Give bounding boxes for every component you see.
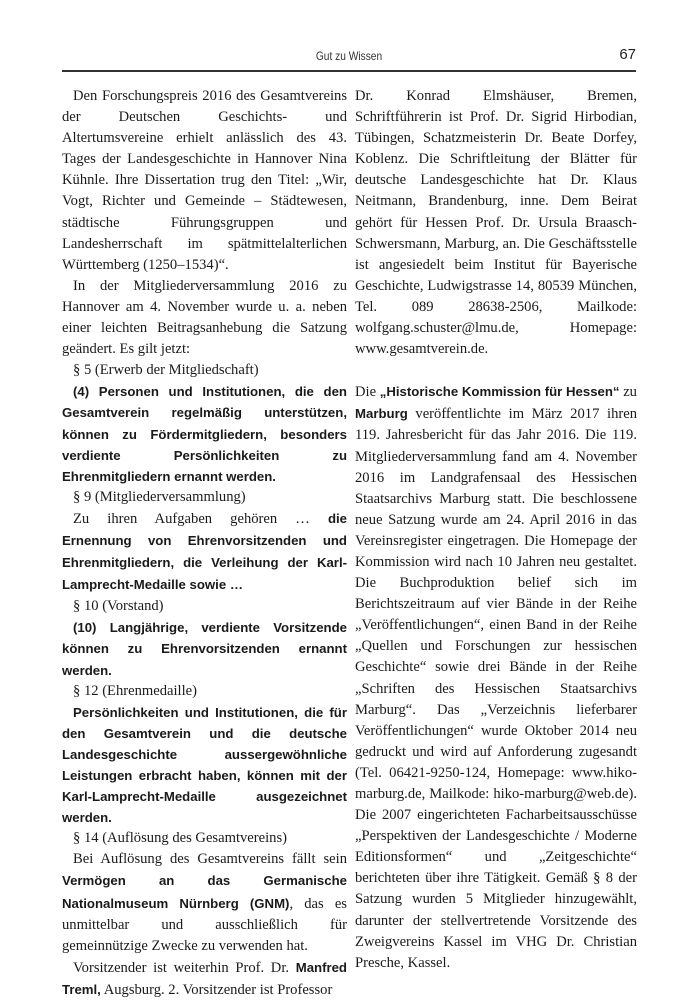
section-14-text-bold: Vermögen an das Germanische Nationalmuseum Nürnberg (GNM): [62, 873, 347, 911]
paragraph-mitgliederversammlung: In der Mitgliederversammlung 2016 zu Hannover am 4. November wurde u. a. neben einer leichten Beitragsanhebung die Satzung geändert. Es gilt jetzt:: [62, 277, 347, 358]
page-number: 67: [619, 46, 636, 63]
hk-name-bold: „Historische Kommission für Hessen“: [379, 384, 620, 400]
running-header: [62, 44, 636, 66]
hk-city-bold: Marburg: [355, 406, 408, 422]
section-9-text: [62, 508, 347, 596]
section-14-text-end: , das es unmittelbar und ausschließlich für gemeinnützige Zwecke zu verwenden hat.: [62, 895, 347, 954]
right-column: [355, 86, 637, 974]
vorsitzender-text-end: Augsburg. 2. Vorsitzender ist Professor: [100, 981, 333, 998]
section-10-heading: § 10 (Vorstand): [73, 598, 164, 615]
section-14-text: [62, 849, 347, 956]
section-9-text-bold: die Ernennung von Ehrenvorsitzenden und Ehrenmitgliedern, die Verleihung der Karl-Lamprecht-Medaille sowie …: [62, 510, 347, 593]
paragraph-forschungspreis: Den Forschungspreis 2016 des Gesamtvereins der Deutschen Geschichts- und Altertumsvereine erhielt anlässlich des 43. Tages der Landesgeschichte in Hannover Nina Kühnle. Ihre Dissertation trug den Titel: „Wir, Vogt, Richter und Gemeinde – Städtewesen, städtische Führungsgruppen und Landesherrschaft im spätmittelalterlichen Württemberg (1250–1534)“.: [62, 88, 347, 273]
header-rule: [62, 70, 636, 72]
section-12-heading: § 12 (Ehrenmedaille): [73, 682, 197, 699]
section-12-text: Persönlichkeiten und Institutionen, die für den Gesamtverein und die deutsche Landesgeschichte aussergewöhnliche Leistungen erbracht haben, können mit der Karl-Lamprecht-Medaille ausgezeichnet werden.: [62, 704, 347, 826]
section-9-heading: § 9 (Mitgliederversammlung): [73, 488, 246, 505]
hk-text-3: veröffentlichte im März 2017 ihren 119. Jahresbericht für das Jahr 2016. Die 119. Mitgliederversammlung fand am 4. November 2016 im Landgrafensaal des Hessischen Staatsarchivs Marburg statt. Die beschlossene neue Satzung wurde am 24. April 2016 in das Vereinsregister eingetragen. Die Homepage der Kommission wird nach 10 Jahren neu gestaltet. Die Buchproduktion belief sich im Berichtszeitraum auf vier Bände in der Reihe „Veröffentlichungen“, einen Band in der Reihe „Quellen und Forschungen zur hessischen Geschichte“ sowie drei Bände in der Reihe „Schriften des Hessischen Staatsarchivs Marburg“. Das „Verzeichnis lieferbarer Veröffentlichungen“ wurde Oktober 2014 neu gedruckt und wird auf Anforderung zugesandt (Tel. 06421-9250-124, Homepage: www.hiko-marburg.de, Mailkode: hiko-marburg@web.de). Die 2007 eingerichteten Facharbeitsausschüsse „Perspektiven der Landesgeschichte / Moderne Editionsformen“ und „Zeitgeschichte“ berichteten über ihre Tätigkeit. Gemäß § 8 der Satzung wurden 5 Mitglieder hinzugewählt, darunter der stellvertretende Vorsitzende des Zweigvereins Kassel im VHG Dr. Christian Presche, Kassel.: [355, 406, 637, 971]
section-5-text: (4) Personen und Institutionen, die den Gesamtverein regelmäßig unterstützen, können zu Fördermitgliedern, besonders verdiente Persönlichkeiten zu Ehrenmitgliedern ernannt werden.: [62, 384, 347, 484]
paragraph-vorstand-continued: Dr. Konrad Elmshäuser, Bremen, Schriftführerin ist Prof. Dr. Sigrid Hirbodian, Tübingen, Schatzmeisterin Dr. Beate Dorfey, Koblenz. Die Schriftleitung der Blätter für deutsche Landesgeschichte hat Dr. Klaus Neitmann, Brandenburg, inne. Dem Beirat gehört für Hessen Prof. Dr. Ursula Braasch-Schwersmann, Marburg, an. Die Geschäftsstelle ist angesiedelt beim Institut für Bayerische Geschichte, Ludwigstrasse 14, 80539 München, Tel. 089 28638-2506, Mailkode: wolfgang.schuster@lmu.de, Homepage: www.gesamtverein.de.: [355, 88, 637, 358]
paragraph-historische-kommission: [355, 381, 637, 974]
section-10-text: (10) Langjährige, verdiente Vorsitzende können zu Ehrenvorsitzenden ernannt werden.: [62, 620, 347, 678]
paragraph-vorsitzender: [62, 957, 347, 1001]
hk-text-2: zu: [619, 384, 637, 401]
section-9-text-plain: Zu ihren Aufgaben gehören …: [73, 510, 328, 527]
vorsitzender-text-start: Vorsitzender ist weiterhin Prof. Dr.: [73, 959, 296, 976]
section-14-text-start: Bei Auflösung des Gesamtvereins fällt sein: [73, 851, 347, 868]
section-5-heading: § 5 (Erwerb der Mitgliedschaft): [73, 362, 259, 379]
paragraph-gap: [355, 360, 637, 381]
hk-text-1: Die: [355, 384, 380, 401]
vorsitzender-name: Manfred Treml,: [62, 959, 347, 997]
section-14-heading: § 14 (Auflösung des Gesamtvereins): [73, 830, 287, 847]
section-title: Gut zu Wissen: [315, 49, 383, 63]
left-column: [62, 86, 347, 1001]
